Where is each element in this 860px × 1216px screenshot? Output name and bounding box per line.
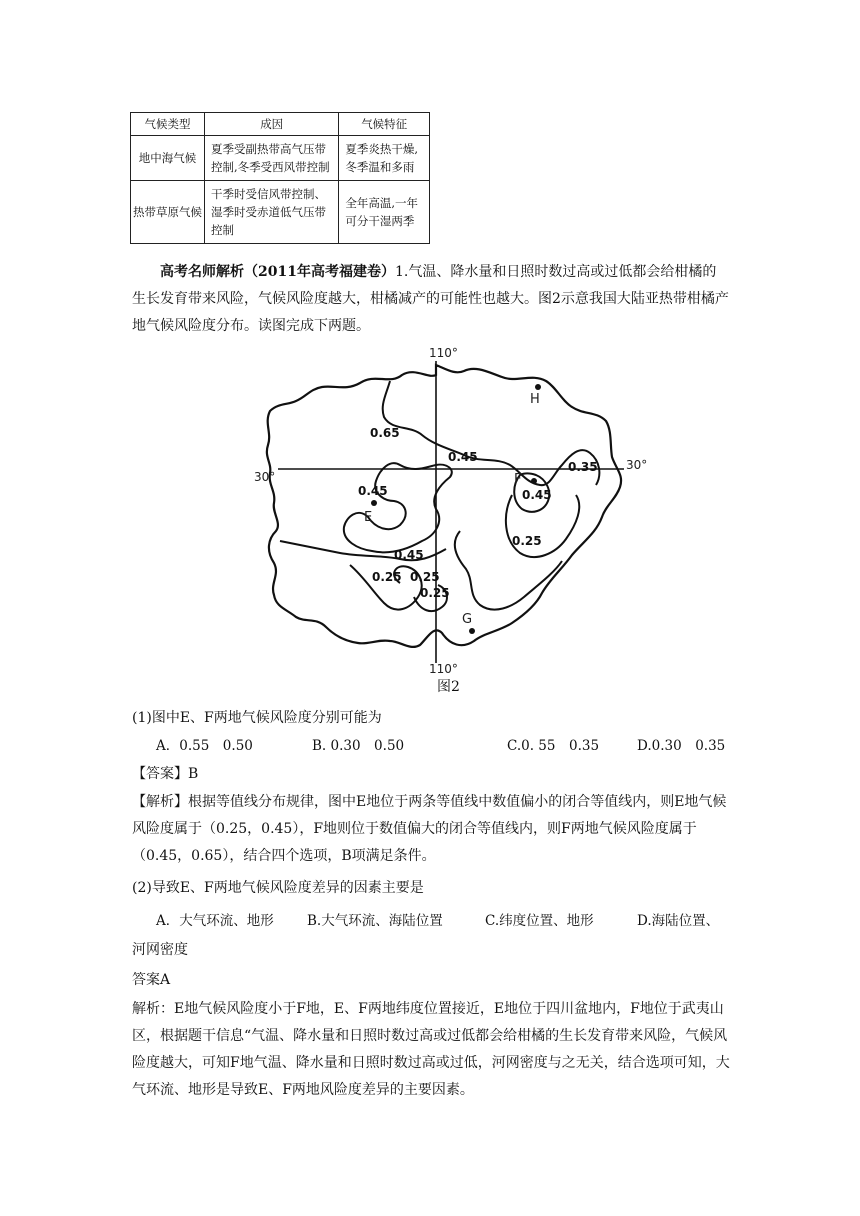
lon-label-bottom: 110° [429, 662, 458, 676]
lat-label-right: 30° [626, 458, 648, 472]
table-cell: 夏季受副热带高气压带控制,冬季受西风带控制 [205, 136, 339, 181]
table-header-row [131, 113, 430, 136]
table-cell: 地中海气候 [131, 136, 205, 181]
risk-map-figure [250, 345, 660, 710]
contour-label: 0.65 [370, 426, 400, 440]
contour-label: 0.45 [448, 450, 478, 464]
intro-lead: 高考名师解析（2011年高考福建卷） [160, 264, 395, 280]
q1-answer: 【答案】B [132, 766, 199, 782]
q1-analysis [132, 789, 730, 870]
table-header: 成因 [205, 113, 339, 136]
climate-table [130, 112, 430, 244]
risk-map [250, 345, 660, 680]
lat-label-left: 30° [254, 470, 276, 484]
lon-label-top: 110° [429, 346, 458, 360]
table-header: 气候特征 [339, 113, 430, 136]
contour-label: 0.25 [372, 570, 402, 584]
table-cell: 夏季炎热干燥,冬季温和多雨 [339, 136, 430, 181]
contour-label: 0.45 [522, 488, 552, 502]
table-cell: 全年高温,一年可分干湿两季 [339, 181, 430, 244]
point-h-dot [535, 384, 541, 390]
contour-line [455, 531, 562, 610]
q1-analysis-label: 【解析】 [132, 794, 188, 810]
table-cell: 干季时受信风带控制、湿季时受赤道低气压带控制 [205, 181, 339, 244]
point-e-dot [371, 500, 377, 506]
q2-option-a: A．大气环流、地形 [156, 913, 274, 929]
q2-option-wrap: 河网密度 [132, 942, 188, 958]
q1-option-d: D.0.30 0.35 [637, 738, 726, 754]
contour-label: 0.45 [394, 548, 424, 562]
q1-stem: (1)图中E、F两地气候风险度分别可能为 [132, 710, 382, 726]
q1-options [132, 733, 732, 760]
q1-option-b: B. 0.30 0.50 [312, 738, 405, 754]
intro-paragraph [132, 259, 730, 340]
q1-option-a: A．0.55 0.50 [156, 738, 253, 754]
q2-stem: (2)导致E、F两地气候风险度差异的因素主要是 [132, 880, 424, 896]
table-row [131, 181, 430, 244]
point-h-label: H [530, 392, 540, 407]
contour-label: 0.35 [568, 460, 598, 474]
point-f-dot [531, 478, 537, 484]
q2-answer: 答案A [132, 972, 171, 988]
q2-option-d: D.海陆位置、 [637, 913, 720, 929]
q1-analysis-text: 根据等值线分布规律，图中E地位于两条等值线中数值偏小的闭合等值线内，则E地气候风险度属于（0.25，0.45），F地则位于数值偏大的闭合等值线内，则F两地气候风险度属于（0.45，0.65），结合四个选项，B项满足条件。 [132, 794, 727, 864]
contour-label: 0.25 [420, 586, 450, 600]
point-e-label: E [364, 510, 373, 525]
table-header: 气候类型 [131, 113, 205, 136]
q2-options [132, 908, 732, 935]
q2-analysis: 解析：E地气候风险度小于F地，E、F两地纬度位置接近，E地位于四川盆地内，F地位于武夷山区，根据题干信息“气温、降水量和日照时数过高或过低都会给柑橘的生长发育带来风险，气候风险度越大，可知F地气温、降水量和日照时数过高或过低，河网密度与之无关，结合选项可知，大气环流、地形是导致E、F两地风险度差异的主要因素。 [132, 1001, 730, 1098]
contour-label: 0.25 [410, 570, 440, 584]
contour-label: 0.25 [512, 534, 542, 548]
q2-option-b: B.大气环流、海陆位置 [307, 913, 443, 929]
contour-label: 0.45 [358, 484, 388, 498]
q1-option-c: C.0. 55 0.35 [507, 738, 600, 754]
table-cell: 热带草原气候 [131, 181, 205, 244]
intro-body: 1.气温、降水量和日照时数过高或过低都会给柑橘的生长发育带来风险，气候风险度越大，柑橘减产的可能性也越大。图2示意我国大陆亚热带柑橘产地气候风险度分布。读图完成下两题。 [132, 264, 729, 334]
point-g-dot [469, 628, 475, 634]
table-row [131, 136, 430, 181]
point-f-label: F [514, 472, 522, 487]
figure-caption: 图2 [437, 679, 460, 695]
q2-option-c: C.纬度位置、地形 [485, 913, 594, 929]
point-g-label: G [462, 612, 473, 627]
